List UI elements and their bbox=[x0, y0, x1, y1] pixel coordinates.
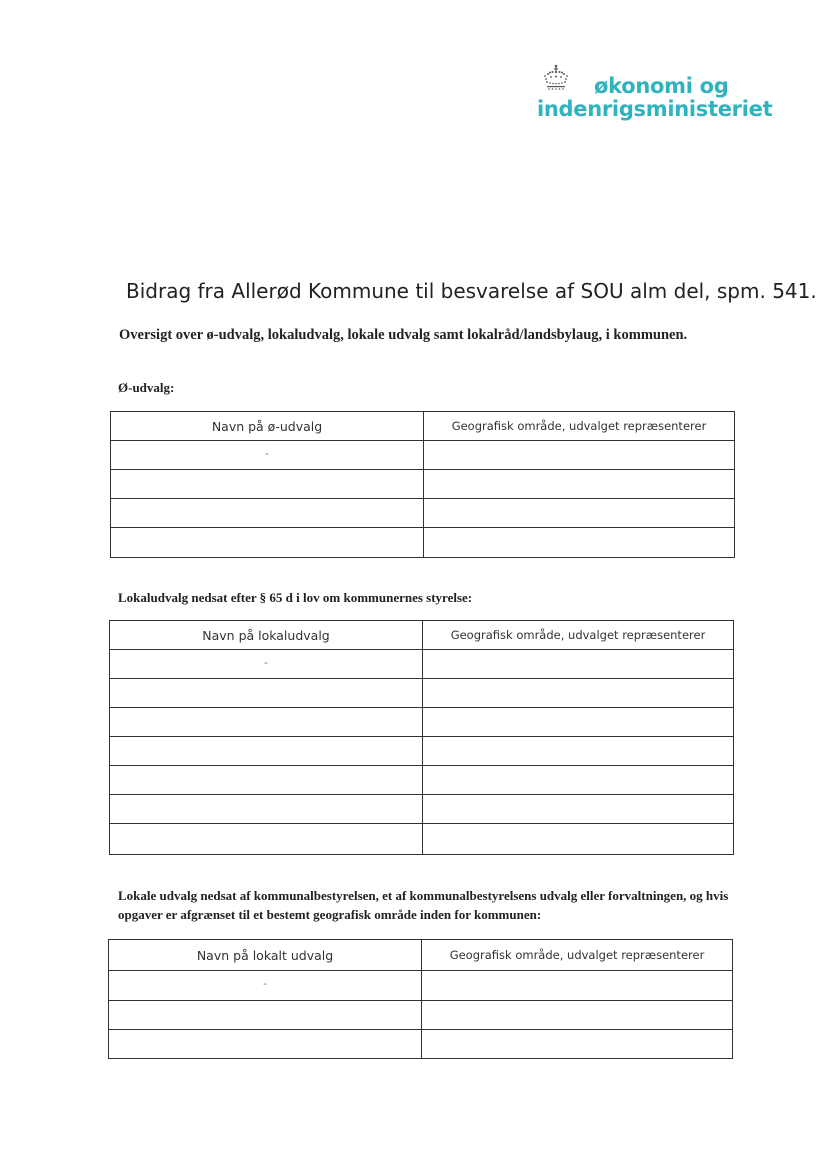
table-cell bbox=[109, 1030, 422, 1059]
logo-text-line2: indenrigsministeriet bbox=[537, 97, 773, 121]
table-cell bbox=[423, 679, 734, 708]
table-cell bbox=[422, 1001, 733, 1030]
table-cell bbox=[422, 971, 733, 1001]
table-cell bbox=[423, 795, 734, 824]
header-name: Navn på lokaludvalg bbox=[110, 621, 423, 650]
header-area: Geografisk område, udvalget repræsenterer bbox=[424, 412, 735, 441]
document-title: Bidrag fra Allerød Kommune til besvarelse af SOU alm del, spm. 541. bbox=[126, 279, 817, 303]
table-header-row bbox=[110, 621, 734, 650]
table-cell bbox=[424, 499, 735, 528]
table-row bbox=[110, 679, 734, 708]
document-subtitle: Oversigt over ø-udvalg, lokaludvalg, lokale udvalg samt lokalråd/landsbylaug, i kommunen. bbox=[119, 327, 688, 343]
lokale-udvalg-table bbox=[108, 939, 733, 1059]
table-cell: - bbox=[111, 441, 424, 470]
table-cell bbox=[423, 766, 734, 795]
lokaludvalg-table bbox=[109, 620, 734, 855]
table-cell bbox=[423, 708, 734, 737]
table-row bbox=[109, 971, 733, 1001]
table-row bbox=[110, 795, 734, 824]
table-row bbox=[110, 708, 734, 737]
header-area: Geografisk område, udvalget repræsenterer bbox=[423, 621, 734, 650]
header-name: Navn på ø-udvalg bbox=[111, 412, 424, 441]
table-cell bbox=[424, 470, 735, 499]
table-row bbox=[111, 441, 735, 470]
table-cell bbox=[423, 650, 734, 679]
table-cell bbox=[423, 824, 734, 855]
section-label-oe-udvalg: Ø-udvalg: bbox=[118, 380, 175, 395]
table-row bbox=[109, 1030, 733, 1059]
table-cell bbox=[110, 679, 423, 708]
table-cell bbox=[423, 737, 734, 766]
table-cell bbox=[422, 1030, 733, 1059]
table-cell: - bbox=[109, 971, 422, 1001]
section-label-lokaludvalg: Lokaludvalg nedsat efter § 65 d i lov om kommunernes styrelse: bbox=[118, 590, 473, 605]
table-cell bbox=[111, 528, 424, 558]
table-cell bbox=[110, 766, 423, 795]
header-area: Geografisk område, udvalget repræsenterer bbox=[422, 940, 733, 971]
table-cell bbox=[109, 1001, 422, 1030]
table-row bbox=[111, 528, 735, 558]
table-row bbox=[111, 470, 735, 499]
oe-udvalg-table bbox=[110, 411, 735, 558]
table-row bbox=[111, 499, 735, 528]
table-cell: - bbox=[110, 650, 423, 679]
crown-icon bbox=[539, 64, 573, 92]
table-row bbox=[110, 766, 734, 795]
table-cell bbox=[111, 499, 424, 528]
table-cell bbox=[110, 708, 423, 737]
table-row bbox=[110, 650, 734, 679]
table-row bbox=[110, 737, 734, 766]
table-row bbox=[110, 824, 734, 855]
table-cell bbox=[110, 795, 423, 824]
ministry-logo bbox=[536, 64, 773, 124]
section-label-lokale-udvalg: Lokale udvalg nedsat af kommunalbestyrelsen, et af kommunalbestyrelsens udvalg eller forvaltningen, og hvis opgaver er afgrænset til et bestemt geografisk område inden for kommunen: bbox=[118, 888, 729, 922]
table-cell bbox=[424, 528, 735, 558]
table-cell bbox=[111, 470, 424, 499]
table-cell bbox=[424, 441, 735, 470]
table-header-row bbox=[109, 940, 733, 971]
table-cell bbox=[110, 737, 423, 766]
header-name: Navn på lokalt udvalg bbox=[109, 940, 422, 971]
table-header-row bbox=[111, 412, 735, 441]
table-cell bbox=[110, 824, 423, 855]
table-row bbox=[109, 1001, 733, 1030]
logo-text-line1: økonomi og bbox=[594, 74, 729, 98]
